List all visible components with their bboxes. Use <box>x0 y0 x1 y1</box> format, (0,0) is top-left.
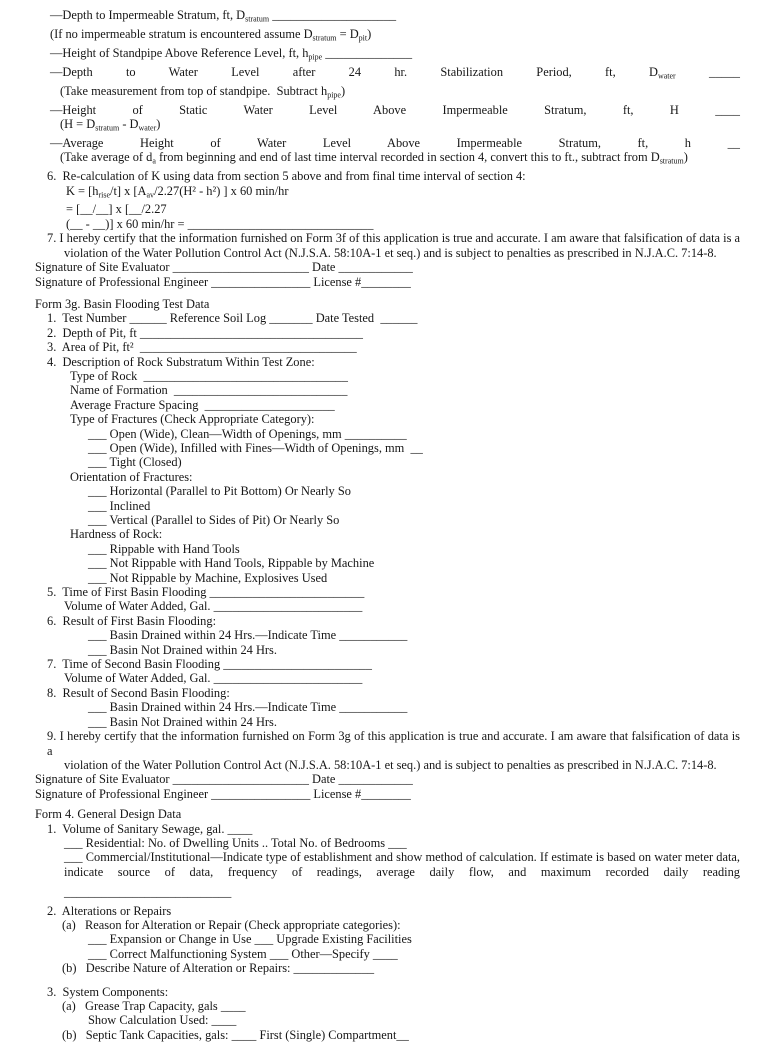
line-depth-to-water <box>50 65 740 84</box>
text-run: Volume of Water Added, Gal. ________________________ <box>64 599 363 614</box>
text-run: K = [h <box>66 183 99 198</box>
checkbox-not-rippable-hand-tools <box>88 556 740 570</box>
text-run: ___ Basin Drained within 24 Hrs.—Indicate Time ___________ <box>88 700 408 715</box>
subscript-text: pipe <box>308 52 323 62</box>
text-run: 4. Description of Rock Substratum Within Test Zone: <box>47 354 315 369</box>
line-average-fracture-spacing <box>70 398 740 412</box>
text-run: - D <box>119 116 139 131</box>
checkbox-inclined <box>88 499 740 513</box>
subscript-text: water <box>138 123 157 133</box>
text-run: /t] x [A <box>110 183 147 198</box>
text-run: ___ Horizontal (Parallel to Pit Bottom) Or Nearly So <box>88 484 351 499</box>
line-k-formula-3 <box>66 217 740 231</box>
item-6-result-first-flooding <box>47 614 740 628</box>
text-run: ___ Correct Malfunctioning System ___ Other—Specify ____ <box>88 946 398 961</box>
checkbox-horizontal <box>88 484 740 498</box>
item-1-test-number <box>47 311 740 325</box>
text-run: 1. Volume of Sanitary Sewage, gal. ____ <box>47 821 253 836</box>
line-k-formula-2 <box>66 202 740 216</box>
item-2a-reason-for-alteration <box>62 918 740 932</box>
text-run: —Height of Standpipe Above Reference Level, ft, h <box>50 45 309 60</box>
text-run: (a) Reason for Alteration or Repair (Check appropriate categories): <box>62 917 401 932</box>
line-signature-professional-engineer-3g <box>35 787 740 801</box>
subscript-text: rise <box>98 190 111 200</box>
text-run: 7. Time of Second Basin Flooding ________________________ <box>47 657 372 672</box>
text-run: 6. Re-calculation of K using data from section 5 above and from final time interval of section 4: <box>47 169 526 184</box>
text-run: Average Fracture Spacing _____________________ <box>70 397 335 412</box>
text-run: ___ Open (Wide), Infilled with Fines—Width of Openings, mm __ <box>88 440 423 455</box>
checkbox-basin-not-drained-2 <box>88 715 740 729</box>
item-3-area-of-pit <box>47 340 740 354</box>
text-run: 9. I hereby certify that the information furnished on Form 3g of this application is true and accurate. I am aware that falsification of data is a <box>47 729 740 758</box>
text-run: Name of Formation ____________________________ <box>70 383 348 398</box>
text-run: Signature of Site Evaluator ______________________ Date ____________ <box>35 772 413 787</box>
line-volume-water-added-2 <box>64 671 740 685</box>
text-run: 3. Area of Pit, ft² ___________________________________ <box>47 340 357 355</box>
line-commercial-blank <box>64 885 740 899</box>
line-take-measurement-note <box>60 84 740 103</box>
item-8-result-second-flooding <box>47 686 740 700</box>
text-run: 2. Alterations or Repairs <box>47 903 172 918</box>
text-run: ___ Commercial/Institutional—Indicate type of establishment and show method of calculation. If estimate is based on water meter data, <box>64 850 740 865</box>
text-run: —Height of Static Water Level Above Impermeable Stratum, ft, H <box>50 102 716 117</box>
text-run: ) <box>683 150 688 165</box>
text-run: 5. Time of First Basin Flooding _________________________ <box>47 585 365 600</box>
text-run: ______________ <box>322 45 413 60</box>
text-run: —Depth to Water Level after 24 hr. Stabilization Period, ft, D <box>50 64 658 79</box>
line-height-static-water <box>50 103 740 117</box>
text-run: ___ Vertical (Parallel to Sides of Pit) Or Nearly So <box>88 513 340 527</box>
checkbox-commercial-line1 <box>64 850 740 864</box>
text-run: (b) Septic Tank Capacities, gals: ____ First (Single) Compartment__ <box>62 1027 409 1042</box>
text-run: (H = D <box>60 116 96 131</box>
item-3b-septic-tank <box>62 1028 740 1042</box>
subscript-text: stratum <box>659 156 684 166</box>
item-9-certification-3g-line2 <box>64 758 740 772</box>
subscript-text: pit <box>358 33 368 43</box>
text-run: Signature of Site Evaluator ______________________ Date ____________ <box>35 260 413 275</box>
text-run <box>676 65 709 79</box>
item-5-time-first-flooding <box>47 585 740 599</box>
text-run: —Depth to Impermeable Stratum, ft, D <box>50 8 246 22</box>
checkbox-tight-closed <box>88 455 740 469</box>
text-run: ___ Not Rippable with Hand Tools, Rippable by Machine <box>88 556 375 571</box>
text-run: Type of Rock _________________________________ <box>70 368 348 383</box>
text-run: Type of Fractures (Check Appropriate Category): <box>70 412 315 427</box>
text-run: Signature of Professional Engineer ________________ License #________ <box>35 786 411 801</box>
text-run: ____________________ <box>269 8 397 22</box>
text-run: ___ Basin Drained within 24 Hrs.—Indicate Time ___________ <box>88 628 408 643</box>
checkbox-not-rippable-machine <box>88 571 740 585</box>
line-hardness-of-rock <box>70 527 740 541</box>
text-run: 1. Test Number ______ Reference Soil Log _______ Date Tested ______ <box>47 311 418 326</box>
form-4-title <box>35 807 740 821</box>
text-run: 3. System Components: <box>47 984 169 999</box>
text-run: violation of the Water Pollution Control Act (N.J.S.A. 58:10A-1 et seq.) and is subject to penalties as prescribed in N.J.A.C. 7:14-8. <box>64 757 717 772</box>
text-run: = D <box>336 26 359 41</box>
text-run: (a) Grease Trap Capacity, gals ____ <box>62 999 246 1013</box>
item-3-system-components <box>47 985 740 999</box>
checkbox-basin-not-drained-1 <box>88 643 740 657</box>
checkbox-open-wide-clean <box>88 427 740 441</box>
item-7-certification-3f-line2 <box>64 246 740 260</box>
line-signature-site-evaluator-3g <box>35 772 740 786</box>
checkbox-correct-other <box>88 947 740 961</box>
subscript-text: stratum <box>312 33 337 43</box>
text-run: /2.27(H² - h²) ] x 60 min/hr <box>154 183 289 198</box>
text-run: ___ Tight (Closed) <box>88 455 182 470</box>
checkbox-vertical <box>88 513 740 527</box>
line-height-standpipe <box>50 46 740 65</box>
text-run: 2. Depth of Pit, ft ____________________________________ <box>47 325 363 340</box>
text-run: ___ Residential: No. of Dwelling Units .. Total No. of Bedrooms ___ <box>64 835 407 850</box>
text-run: (b) Describe Nature of Alteration or Repairs: _____________ <box>62 961 375 976</box>
text-run: ___ Inclined <box>88 498 151 513</box>
text-run: —Average Height of Water Level Above Impermeable Stratum, ft, h <box>50 135 728 150</box>
text-run: ___ Basin Not Drained within 24 Hrs. <box>88 642 277 657</box>
line-show-calculation-used <box>88 1013 740 1027</box>
subscript-text: pipe <box>327 90 341 100</box>
checkbox-expansion-upgrade <box>88 932 740 946</box>
item-2-depth-of-pit <box>47 326 740 340</box>
text-run: ___ Not Rippable by Machine, Explosives Used <box>88 570 328 585</box>
text-run: 8. Result of Second Basin Flooding: <box>47 685 230 700</box>
text-run: Hardness of Rock: <box>70 527 163 542</box>
line-h-equation-note <box>60 117 740 136</box>
form-3g-title <box>35 297 740 311</box>
item-9-certification-3g-line1 <box>47 729 740 758</box>
text-run: ___ Rippable with Hand Tools <box>88 541 240 556</box>
text-run: Form 3g. Basin Flooding Test Data <box>35 296 210 311</box>
text-run: ___ Expansion or Change in Use ___ Upgrade Existing Facilities <box>88 932 412 947</box>
text-run: (Take average of d <box>60 150 153 165</box>
item-7-time-second-flooding <box>47 657 740 671</box>
item-6-recalculation-of-k <box>47 169 740 183</box>
item-4-description-rock <box>47 355 740 369</box>
text-run: ___________________________ <box>64 885 232 900</box>
checkbox-open-wide-infilled <box>88 441 740 455</box>
item-2b-describe-nature <box>62 961 740 975</box>
text-run: Volume of Water Added, Gal. ________________________ <box>64 671 363 686</box>
line-name-of-formation <box>70 383 740 397</box>
text-run: = [__/__] x [__/2.27 <box>66 202 167 217</box>
text-run: ____ <box>715 102 740 117</box>
subscript-text: stratum <box>95 123 120 133</box>
text-run: Orientation of Fractures: <box>70 469 193 484</box>
item-2-alterations-or-repairs <box>47 904 740 918</box>
line-signature-site-evaluator-3f <box>35 260 740 274</box>
checkbox-residential <box>64 836 740 850</box>
item-3a-grease-trap <box>62 999 740 1013</box>
line-depth-impermeable-stratum <box>50 8 740 27</box>
text-run: Show Calculation Used: ____ <box>88 1013 237 1028</box>
text-run: ___ Open (Wide), Clean—Width of Openings, mm __________ <box>88 426 407 441</box>
text-run: ___ Basin Not Drained within 24 Hrs. <box>88 714 277 729</box>
line-signature-professional-engineer-3f <box>35 275 740 289</box>
text-run: Signature of Professional Engineer ________________ License #________ <box>35 274 411 289</box>
checkbox-commercial-line2 <box>64 865 740 879</box>
text-run: ) <box>156 116 161 131</box>
line-take-average-note <box>60 150 740 169</box>
line-type-of-fractures <box>70 412 740 426</box>
text-run: ) <box>340 83 346 98</box>
text-run: Form 4. General Design Data <box>35 807 182 822</box>
text-run: __ <box>727 135 740 150</box>
form-document <box>0 8 766 1042</box>
line-average-height-water <box>50 136 740 150</box>
text-run: (__ - __)] x 60 min/hr = ______________________________ <box>66 216 374 231</box>
text-run: 7. I hereby certify that the information furnished on Form 3f of this application is true and accurate. I am aware that falsification of data is a <box>47 231 740 246</box>
line-volume-water-added-1 <box>64 599 740 613</box>
checkbox-rippable-hand-tools <box>88 542 740 556</box>
text-run: (If no impermeable stratum is encountered assume D <box>50 26 313 41</box>
line-orientation-of-fractures <box>70 470 740 484</box>
item-1-volume-sanitary-sewage <box>47 822 740 836</box>
text-run: indicate source of data, frequency of readings, average daily flow, and maximum recorded daily reading <box>64 864 740 879</box>
line-k-formula <box>66 184 740 203</box>
text-run: ) <box>367 26 372 41</box>
text-run: violation of the Water Pollution Control Act (N.J.S.A. 58:10A-1 et seq.) and is subject to penalties as prescribed in N.J.A.C. 7:14-8. <box>64 245 717 260</box>
line-no-impermeable-note <box>50 27 740 46</box>
text-run: 6. Result of First Basin Flooding: <box>47 613 217 628</box>
text-run: (Take measurement from top of standpipe. Subtract h <box>60 83 328 98</box>
subscript-text: water <box>657 71 676 81</box>
checkbox-basin-drained-2 <box>88 700 740 714</box>
subscript-text: av <box>146 190 155 200</box>
subscript-text: a <box>152 156 156 166</box>
line-type-of-rock <box>70 369 740 383</box>
checkbox-basin-drained-1 <box>88 628 740 642</box>
item-7-certification-3f-line1 <box>47 231 740 245</box>
subscript-text: stratum <box>245 14 270 24</box>
text-run: from beginning and end of last time interval recorded in section 4, convert this to ft., subtract from D <box>155 150 660 165</box>
text-run: _____ <box>709 64 740 79</box>
